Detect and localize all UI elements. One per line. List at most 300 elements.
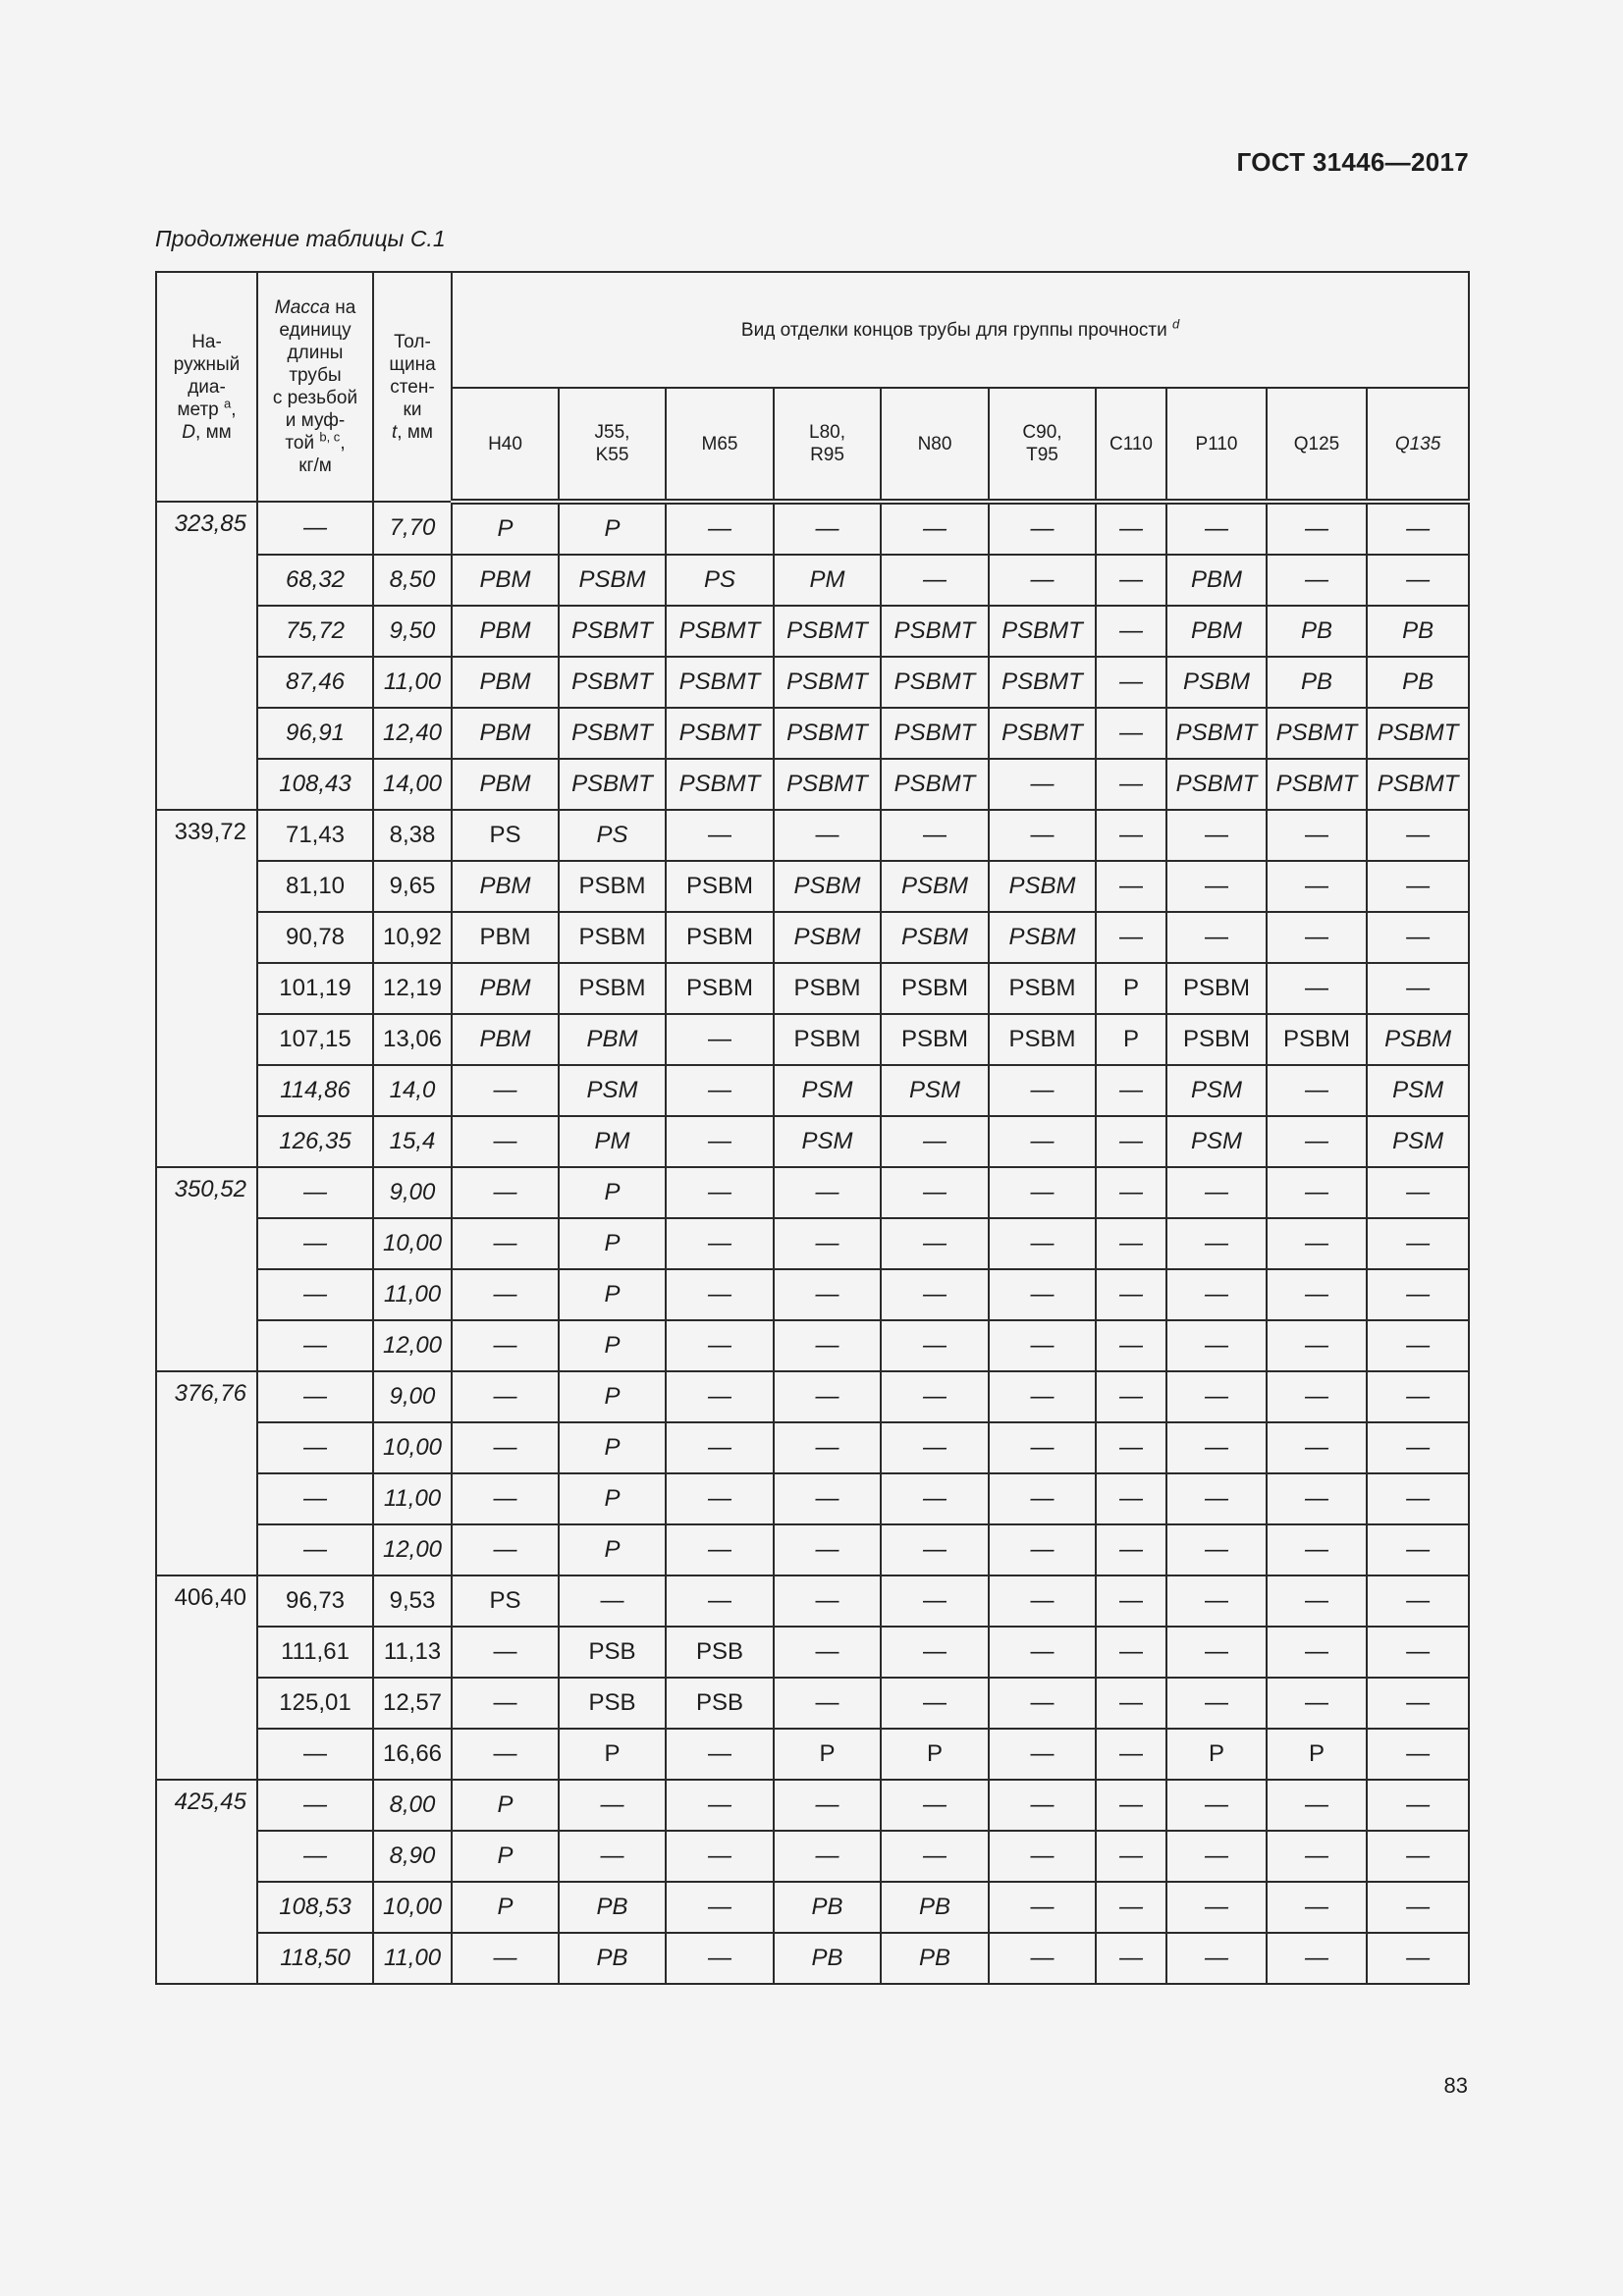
mass-cell: —	[257, 1320, 373, 1371]
finish-cell: —	[1267, 1831, 1367, 1882]
thickness-cell: 12,40	[373, 708, 452, 759]
finish-cell: PBM	[452, 708, 559, 759]
finish-cell: PBM	[1166, 555, 1267, 606]
finish-cell: —	[666, 1524, 774, 1575]
mass-cell: 108,53	[257, 1882, 373, 1933]
finish-cell: —	[1166, 1882, 1267, 1933]
finish-cell: —	[1166, 1320, 1267, 1371]
finish-cell: —	[1096, 810, 1166, 861]
finish-cell: —	[1267, 1575, 1367, 1627]
finish-cell: —	[1166, 861, 1267, 912]
finish-cell: P	[452, 502, 559, 555]
table-row	[156, 1831, 1469, 1882]
finish-cell: —	[1367, 1473, 1469, 1524]
finish-cell: —	[1096, 861, 1166, 912]
finish-cell: PSBMT	[989, 657, 1096, 708]
finish-cell: PBM	[559, 1014, 666, 1065]
finish-cell: —	[1367, 1831, 1469, 1882]
finish-cell: —	[1166, 1371, 1267, 1422]
finish-cell: PSBM	[1166, 657, 1267, 708]
mass-cell: 71,43	[257, 810, 373, 861]
finish-cell: —	[1267, 810, 1367, 861]
finish-cell: —	[774, 1678, 881, 1729]
finish-cell: P	[1166, 1729, 1267, 1780]
table-row	[156, 1167, 1469, 1218]
mass-cell: —	[257, 1729, 373, 1780]
mass-cell: —	[257, 1167, 373, 1218]
mass-cell: —	[257, 1269, 373, 1320]
header-diameter: На- ружный диа- метр $^a$, D, мм	[156, 272, 257, 502]
finish-cell: —	[1267, 1933, 1367, 1984]
thickness-cell: 8,00	[373, 1780, 452, 1831]
finish-cell: —	[559, 1831, 666, 1882]
finish-cell: —	[1367, 1678, 1469, 1729]
finish-cell: PSBM	[989, 963, 1096, 1014]
finish-cell: —	[1367, 502, 1469, 555]
finish-cell: PSBMT	[1367, 759, 1469, 810]
finish-cell: P	[452, 1780, 559, 1831]
finish-cell: —	[1096, 1269, 1166, 1320]
table-row	[156, 1269, 1469, 1320]
finish-cell: —	[881, 1218, 989, 1269]
finish-cell: —	[1267, 1780, 1367, 1831]
finish-cell: PSBMT	[989, 708, 1096, 759]
finish-cell: —	[452, 1371, 559, 1422]
finish-cell: —	[1267, 502, 1367, 555]
finish-cell: —	[881, 502, 989, 555]
finish-cell: PSBMT	[666, 759, 774, 810]
finish-cell: —	[774, 1167, 881, 1218]
finish-cell: —	[774, 1320, 881, 1371]
mass-cell: —	[257, 1524, 373, 1575]
finish-cell: PSM	[774, 1065, 881, 1116]
finish-cell: PBM	[452, 606, 559, 657]
finish-cell: —	[881, 1575, 989, 1627]
finish-cell: PSBMT	[774, 708, 881, 759]
finish-cell: —	[1267, 1218, 1367, 1269]
thickness-cell: 10,00	[373, 1882, 452, 1933]
table-row	[156, 1065, 1469, 1116]
thickness-cell: 10,92	[373, 912, 452, 963]
thickness-cell: 11,00	[373, 1473, 452, 1524]
finish-cell: PB	[774, 1933, 881, 1984]
finish-cell: PBM	[452, 861, 559, 912]
finish-cell: —	[1096, 1065, 1166, 1116]
mass-cell: 68,32	[257, 555, 373, 606]
thickness-cell: 16,66	[373, 1729, 452, 1780]
table-row	[156, 1422, 1469, 1473]
finish-cell: PSBM	[1367, 1014, 1469, 1065]
finish-cell: —	[881, 1678, 989, 1729]
mass-cell: 111,61	[257, 1627, 373, 1678]
finish-cell: —	[989, 555, 1096, 606]
finish-cell: —	[1267, 1167, 1367, 1218]
mass-cell: —	[257, 1780, 373, 1831]
finish-cell: P	[559, 1729, 666, 1780]
finish-cell: —	[1267, 963, 1367, 1014]
finish-cell: PB	[881, 1933, 989, 1984]
finish-cell: —	[989, 1575, 1096, 1627]
finish-cell: —	[452, 1320, 559, 1371]
finish-cell: —	[666, 1218, 774, 1269]
mass-cell: —	[257, 1473, 373, 1524]
finish-cell: —	[1267, 1269, 1367, 1320]
finish-cell: —	[989, 1269, 1096, 1320]
finish-cell: —	[1267, 1473, 1367, 1524]
finish-cell: —	[881, 1831, 989, 1882]
document-code: ГОСТ 31446—2017	[1236, 147, 1469, 177]
mass-cell: 118,50	[257, 1933, 373, 1984]
finish-cell: PM	[559, 1116, 666, 1167]
thickness-cell: 8,50	[373, 555, 452, 606]
thickness-cell: 8,90	[373, 1831, 452, 1882]
table-row	[156, 810, 1469, 861]
finish-cell: PSBMT	[881, 759, 989, 810]
header-grade-c110: C110	[1096, 388, 1166, 502]
diameter-cell: 350,52	[156, 1167, 257, 1371]
finish-cell: PSBMT	[666, 606, 774, 657]
table-row	[156, 1116, 1469, 1167]
finish-cell: PSBMT	[559, 657, 666, 708]
finish-cell: —	[666, 1167, 774, 1218]
finish-cell: PM	[774, 555, 881, 606]
finish-cell: —	[1096, 1422, 1166, 1473]
finish-cell: PSB	[666, 1627, 774, 1678]
mass-cell: 125,01	[257, 1678, 373, 1729]
finish-cell: —	[452, 1218, 559, 1269]
finish-cell: —	[774, 1473, 881, 1524]
mass-cell: 87,46	[257, 657, 373, 708]
finish-cell: —	[666, 1014, 774, 1065]
finish-cell: —	[452, 1065, 559, 1116]
finish-cell: —	[989, 1422, 1096, 1473]
header-grade-h40: H40	[452, 388, 559, 502]
finish-cell: PSM	[881, 1065, 989, 1116]
finish-cell: PSBM	[774, 912, 881, 963]
finish-cell: —	[989, 1729, 1096, 1780]
finish-cell: —	[1166, 912, 1267, 963]
finish-cell: PSBMT	[1267, 759, 1367, 810]
finish-cell: P	[1096, 1014, 1166, 1065]
thickness-cell: 9,65	[373, 861, 452, 912]
finish-cell: —	[989, 1678, 1096, 1729]
finish-cell: —	[881, 555, 989, 606]
finish-cell: —	[881, 1371, 989, 1422]
finish-cell: —	[559, 1780, 666, 1831]
finish-cell: PSBMT	[774, 657, 881, 708]
header-grade-q125: Q125	[1267, 388, 1367, 502]
finish-cell: PBM	[452, 759, 559, 810]
header-thickness: Тол- щина стен- ки t, мм	[373, 272, 452, 502]
finish-cell: —	[1096, 1882, 1166, 1933]
finish-cell: —	[1367, 912, 1469, 963]
diameter-cell: 376,76	[156, 1371, 257, 1575]
header-grade-m65: M65	[666, 388, 774, 502]
finish-cell: —	[1367, 1320, 1469, 1371]
finish-cell: —	[1367, 810, 1469, 861]
table-row	[156, 1218, 1469, 1269]
finish-cell: —	[774, 1575, 881, 1627]
finish-cell: —	[452, 1678, 559, 1729]
header-grade-p110: P110	[1166, 388, 1267, 502]
finish-cell: —	[989, 502, 1096, 555]
header-grade-q135: Q135	[1367, 388, 1469, 502]
finish-cell: —	[774, 1422, 881, 1473]
finish-cell: P	[559, 1167, 666, 1218]
finish-cell: PSBM	[666, 963, 774, 1014]
finish-cell: —	[881, 1167, 989, 1218]
finish-cell: —	[989, 1473, 1096, 1524]
finish-cell: —	[774, 1371, 881, 1422]
finish-cell: —	[1096, 1116, 1166, 1167]
finish-cell: —	[1096, 606, 1166, 657]
finish-cell: —	[989, 1167, 1096, 1218]
header-grade-n80: N80	[881, 388, 989, 502]
finish-cell: P	[559, 1422, 666, 1473]
finish-cell: —	[1367, 1218, 1469, 1269]
finish-cell: —	[881, 1473, 989, 1524]
finish-cell: —	[1166, 1933, 1267, 1984]
finish-cell: PSBM	[881, 861, 989, 912]
finish-cell: —	[1166, 1473, 1267, 1524]
finish-cell: —	[1367, 1575, 1469, 1627]
finish-cell: —	[989, 1627, 1096, 1678]
finish-cell: —	[881, 1422, 989, 1473]
finish-cell: —	[989, 1882, 1096, 1933]
finish-cell: —	[452, 1627, 559, 1678]
finish-cell: —	[774, 502, 881, 555]
finish-cell: —	[1166, 1269, 1267, 1320]
thickness-cell: 14,0	[373, 1065, 452, 1116]
finish-cell: —	[881, 1116, 989, 1167]
finish-cell: —	[774, 810, 881, 861]
finish-cell: —	[666, 810, 774, 861]
finish-cell: PB	[1267, 606, 1367, 657]
thickness-cell: 11,00	[373, 1933, 452, 1984]
diameter-cell: 406,40	[156, 1575, 257, 1780]
table-row	[156, 1678, 1469, 1729]
finish-cell: —	[452, 1729, 559, 1780]
table-row	[156, 657, 1469, 708]
finish-cell: —	[666, 1729, 774, 1780]
finish-cell: PB	[1367, 606, 1469, 657]
thickness-cell: 15,4	[373, 1116, 452, 1167]
table-row	[156, 1882, 1469, 1933]
mass-cell: —	[257, 502, 373, 555]
finish-cell: —	[774, 1524, 881, 1575]
finish-cell: —	[666, 502, 774, 555]
finish-cell: —	[666, 1371, 774, 1422]
finish-cell: PSBMT	[989, 606, 1096, 657]
table-row	[156, 708, 1469, 759]
finish-cell: PB	[1267, 657, 1367, 708]
finish-cell: PSBM	[989, 912, 1096, 963]
finish-cell: P	[559, 1320, 666, 1371]
table-row	[156, 1473, 1469, 1524]
thickness-cell: 10,00	[373, 1218, 452, 1269]
finish-cell: —	[774, 1780, 881, 1831]
finish-cell: PSBM	[559, 963, 666, 1014]
finish-cell: PSBM	[881, 1014, 989, 1065]
finish-cell: P	[881, 1729, 989, 1780]
finish-cell: —	[1096, 1371, 1166, 1422]
thickness-cell: 14,00	[373, 759, 452, 810]
finish-cell: PSBM	[989, 1014, 1096, 1065]
finish-cell: —	[666, 1320, 774, 1371]
table-row	[156, 1627, 1469, 1678]
table-row	[156, 861, 1469, 912]
finish-cell: —	[666, 1780, 774, 1831]
thickness-cell: 11,00	[373, 1269, 452, 1320]
finish-cell: —	[989, 1065, 1096, 1116]
finish-cell: —	[881, 1524, 989, 1575]
diameter-cell: 323,85	[156, 502, 257, 810]
finish-cell: PSBM	[559, 912, 666, 963]
table-row	[156, 963, 1469, 1014]
finish-cell: —	[666, 1422, 774, 1473]
finish-cell: —	[1096, 555, 1166, 606]
finish-cell: —	[1367, 1780, 1469, 1831]
finish-cell: —	[559, 1575, 666, 1627]
thickness-cell: 11,00	[373, 657, 452, 708]
finish-cell: PSBMT	[774, 606, 881, 657]
finish-cell: —	[1367, 1371, 1469, 1422]
finish-cell: —	[1267, 861, 1367, 912]
finish-cell: —	[989, 1218, 1096, 1269]
finish-cell: —	[1096, 1473, 1166, 1524]
table-row	[156, 555, 1469, 606]
finish-cell: —	[452, 1473, 559, 1524]
finish-cell: —	[1096, 1780, 1166, 1831]
thickness-cell: 10,00	[373, 1422, 452, 1473]
finish-cell: —	[1096, 502, 1166, 555]
finish-cell: —	[1096, 1933, 1166, 1984]
finish-cell: —	[666, 1473, 774, 1524]
finish-cell: PS	[666, 555, 774, 606]
finish-cell: —	[1267, 555, 1367, 606]
finish-cell: PSBMT	[1166, 708, 1267, 759]
header-grade-c90-t95: C90, T95	[989, 388, 1096, 502]
finish-cell: —	[1367, 555, 1469, 606]
mass-cell: 114,86	[257, 1065, 373, 1116]
finish-cell: P	[559, 502, 666, 555]
thickness-cell: 9,50	[373, 606, 452, 657]
thickness-cell: 9,00	[373, 1371, 452, 1422]
finish-cell: —	[1096, 1524, 1166, 1575]
finish-cell: PSM	[1367, 1065, 1469, 1116]
thickness-cell: 12,19	[373, 963, 452, 1014]
mass-cell: —	[257, 1371, 373, 1422]
finish-cell: —	[1096, 1627, 1166, 1678]
finish-cell: —	[1166, 1831, 1267, 1882]
finish-cell: PSB	[559, 1627, 666, 1678]
finish-cell: PB	[774, 1882, 881, 1933]
finish-cell: —	[1096, 912, 1166, 963]
finish-cell: —	[774, 1218, 881, 1269]
thickness-cell: 13,06	[373, 1014, 452, 1065]
finish-cell: —	[666, 1269, 774, 1320]
finish-cell: —	[1367, 1269, 1469, 1320]
table-row	[156, 606, 1469, 657]
finish-cell: —	[1096, 759, 1166, 810]
table-row	[156, 502, 1469, 555]
finish-cell: PSBMT	[559, 708, 666, 759]
finish-cell: —	[881, 1320, 989, 1371]
mass-cell: 126,35	[257, 1116, 373, 1167]
finish-cell: —	[989, 1524, 1096, 1575]
finish-cell: —	[666, 1831, 774, 1882]
finish-cell: —	[1096, 1678, 1166, 1729]
finish-cell: PSBMT	[881, 708, 989, 759]
finish-cell: PSBM	[666, 912, 774, 963]
finish-cell: —	[989, 1831, 1096, 1882]
mass-cell: 90,78	[257, 912, 373, 963]
finish-cell: —	[774, 1831, 881, 1882]
thickness-cell: 11,13	[373, 1627, 452, 1678]
finish-cell: PBM	[452, 1014, 559, 1065]
finish-cell: —	[881, 1627, 989, 1678]
finish-cell: —	[1166, 1167, 1267, 1218]
finish-cell: PSM	[1367, 1116, 1469, 1167]
table-row	[156, 912, 1469, 963]
finish-cell: —	[1267, 1320, 1367, 1371]
finish-cell: —	[1267, 1678, 1367, 1729]
finish-cell: PBM	[452, 912, 559, 963]
table-row	[156, 1933, 1469, 1984]
finish-cell: —	[666, 1882, 774, 1933]
table-row	[156, 1320, 1469, 1371]
finish-cell: —	[1096, 657, 1166, 708]
finish-cell: —	[881, 1269, 989, 1320]
finish-cell: PSBMT	[666, 657, 774, 708]
finish-cell: PS	[452, 1575, 559, 1627]
finish-cell: —	[1166, 1524, 1267, 1575]
finish-cell: —	[1367, 1627, 1469, 1678]
finish-cell: P	[559, 1218, 666, 1269]
finish-cell: PSM	[774, 1116, 881, 1167]
finish-cell: —	[666, 1933, 774, 1984]
finish-cell: P	[1267, 1729, 1367, 1780]
header-mass: Масса на единицу длины трубы с резьбой и муф- той $^{b, c}$, кг/м	[257, 272, 373, 502]
finish-cell: P	[774, 1729, 881, 1780]
table-row	[156, 1524, 1469, 1575]
finish-cell: PSBM	[1166, 1014, 1267, 1065]
finish-cell: PSBM	[989, 861, 1096, 912]
finish-cell: PS	[452, 810, 559, 861]
finish-cell: —	[1096, 1575, 1166, 1627]
finish-cell: —	[1367, 1167, 1469, 1218]
finish-cell: PSBMT	[559, 759, 666, 810]
finish-cell: PSM	[1166, 1116, 1267, 1167]
diameter-cell: 425,45	[156, 1780, 257, 1984]
finish-cell: —	[1267, 1371, 1367, 1422]
finish-cell: —	[666, 1575, 774, 1627]
diameter-cell: 339,72	[156, 810, 257, 1167]
finish-cell: P	[559, 1473, 666, 1524]
finish-cell: P	[559, 1371, 666, 1422]
finish-cell: —	[1166, 1218, 1267, 1269]
finish-cell: PSBM	[559, 555, 666, 606]
finish-cell: —	[881, 1780, 989, 1831]
finish-cell: —	[452, 1116, 559, 1167]
finish-cell: —	[1166, 1678, 1267, 1729]
finish-cell: —	[1267, 1065, 1367, 1116]
finish-cell: —	[774, 1627, 881, 1678]
header-finish-type: Вид отделки концов трубы для группы прочности $^d$	[452, 272, 1469, 388]
finish-cell: PSB	[559, 1678, 666, 1729]
finish-cell: PSBMT	[1367, 708, 1469, 759]
finish-cell: —	[1267, 1524, 1367, 1575]
